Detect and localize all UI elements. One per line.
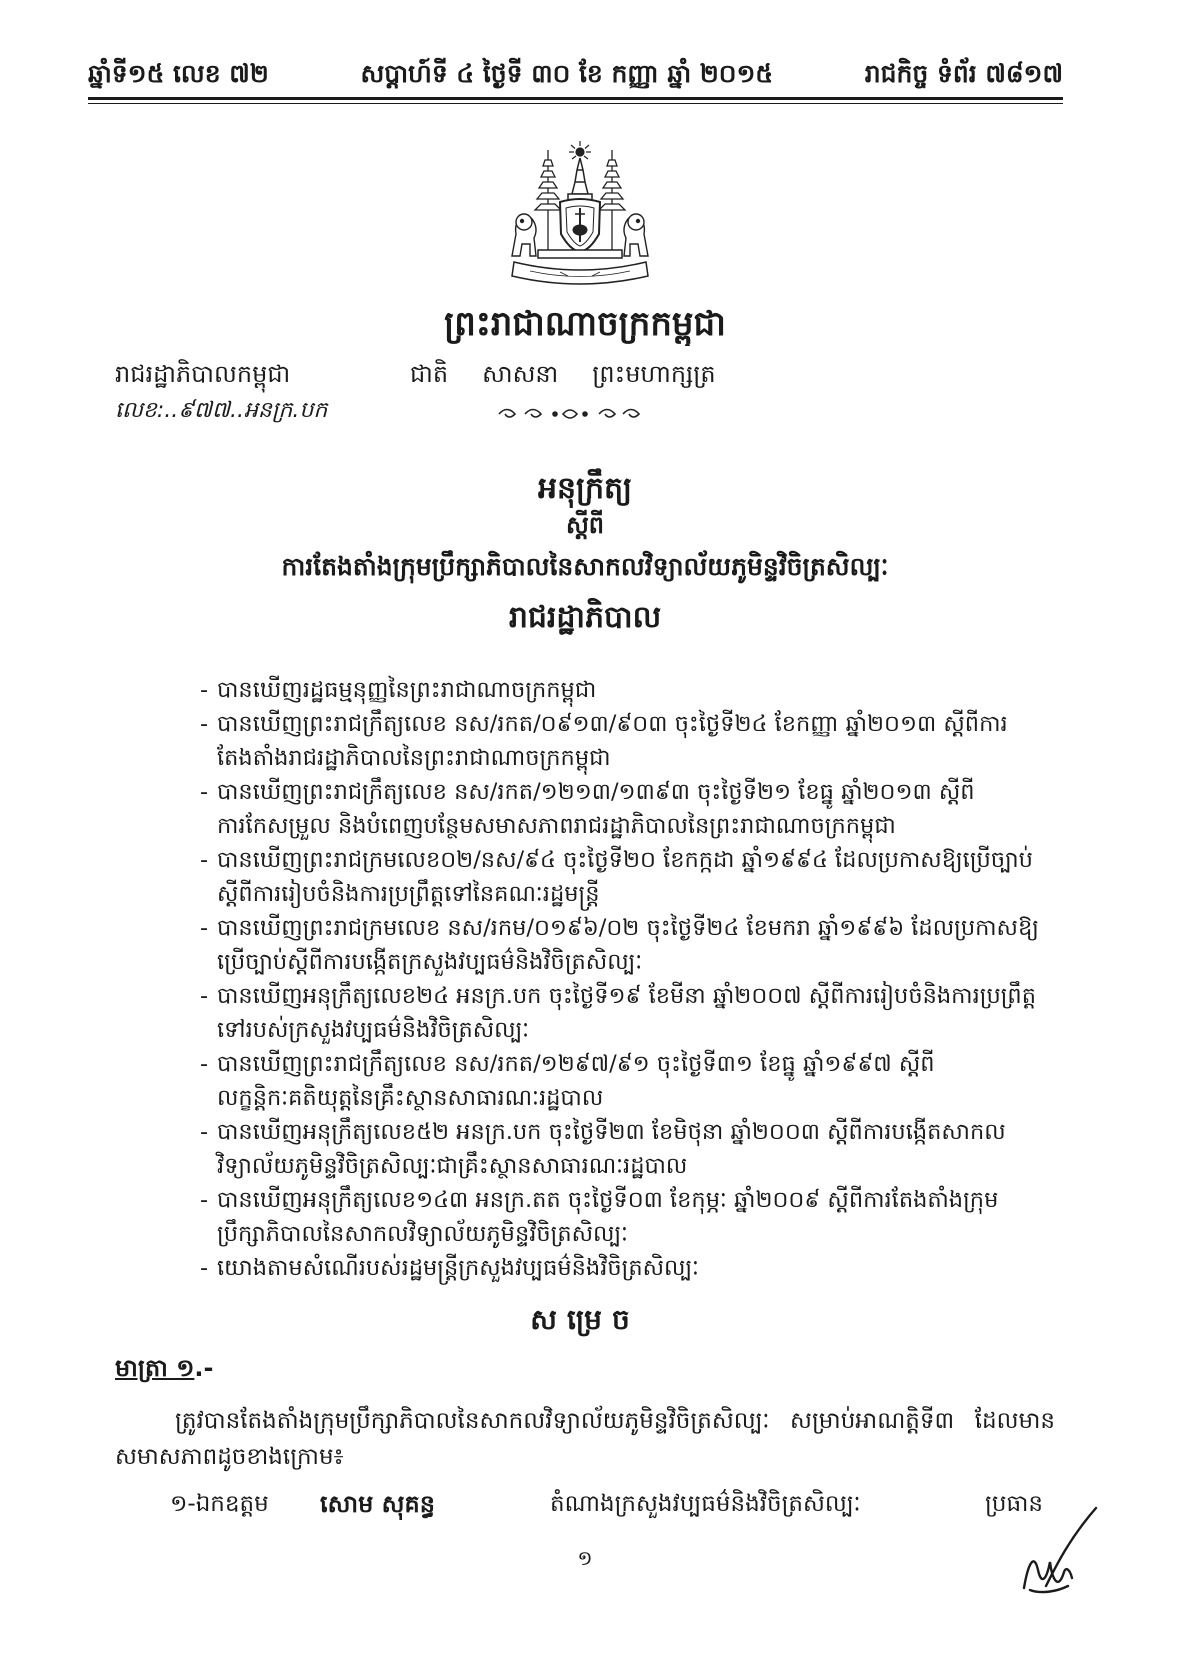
member-name: សោម សុគន្ធ [320, 1490, 435, 1518]
royal-coat-of-arms [490, 138, 670, 298]
seal-lion-left [512, 214, 536, 256]
consideration-item: - បានឃើញព្រះរាជក្រឹត្យលេខ នស/រកត/០៩១៣/៩០៣ ចុះថ្ងៃទី២៤ ខែកញ្ញា ឆ្នាំ២០១៣ ស្តីពីការតែងតាំងរាជរដ្ឋាភិបាលនៃព្រះរាជាណាចក្រកម្ពុជា [200, 707, 1055, 775]
gazette-page: រាជកិច្ច ទំព័រ ៧៨១៧ [864, 59, 1063, 88]
consideration-item: - បានឃើញព្រះរាជក្រឹត្យលេខ នស/រកត/១២៩៧/៩១ ចុះថ្ងៃទី៣១ ខែធ្នូ ឆ្នាំ១៩៩៧ ស្តីពីលក្ខន្តិកៈគតិយុត្តនៃគ្រឹះស្ថានសាធារណៈរដ្ឋបាល [200, 1047, 1055, 1115]
consideration-item: - យោងតាមសំណើរបស់រដ្ឋមន្ត្រីក្រសួងវប្បធម៌និងវិចិត្រសិល្បៈ [200, 1251, 1055, 1285]
issuing-authority: រាជរដ្ឋាភិបាលកម្ពុជា [115, 360, 291, 388]
consideration-item: - បានឃើញអនុក្រឹត្យលេខ២៤ អនក្រ.បក ចុះថ្ងៃទី១៩ ខែមីនា ឆ្នាំ២០០៧ ស្តីពីការរៀបចំនិងការប្រព្រឹត្តទៅរបស់ក្រសួងវប្បធម៌និងវិចិត្រសិល្បៈ [200, 979, 1055, 1047]
header-rule-thick [88, 97, 1063, 100]
header-rule-thin [88, 103, 1063, 104]
consideration-item: - បានឃើញព្រះរាជក្រមលេខ នស/រកម/០១៩៦/០២ ចុះថ្ងៃទី២៤ ខែមករា ឆ្នាំ១៩៩៦ ដែលប្រកាសឱ្យប្រើច្បាប់ស្តីពីការបង្កើតក្រសួងវប្បធម៌និងវិចិត្រសិល្បៈ [200, 911, 1055, 979]
gazette-date: សប្តាហ៍ទី ៤ ថ្ងៃទី ៣០ ខែ កញ្ញា ឆ្នាំ ២០១៥ [360, 59, 774, 88]
consideration-item: - បានឃើញអនុក្រឹត្យលេខ១៤៣ អនក្រ.តត ចុះថ្ងៃទី០៣ ខែកុម្ភៈ ឆ្នាំ២០០៩ ស្តីពីការតែងតាំងក្រុមប្រឹក្សាភិបាលនៃសាកលវិទ្យាល័យភូមិន្ទវិចិត្រសិល្បៈ [200, 1183, 1055, 1251]
article-suffix: .- [194, 1354, 214, 1382]
member-role: តំណាងក្រសួងវប្បធម៌និងវិចិត្រសិល្បៈ [550, 1491, 861, 1517]
document-type: អនុក្រឹត្យ [537, 471, 633, 506]
consideration-item: - បានឃើញព្រះរាជក្រឹត្យលេខ នស/រកត/១២១៣/១៣៩៣ ចុះថ្ងៃទី២១ ខែធ្នូ ឆ្នាំ២០១៣ ស្តីពីការកែសម្រួល និងបំពេញបន្ថែមសមាសភាពរាជរដ្ឋាភិបាលនៃព្រះរាជាណាចក្រកម្ពុជា [200, 775, 1055, 843]
seal-parasol-left [535, 150, 561, 250]
motto-king: ព្រះមហាក្សត្រ [592, 360, 716, 388]
article-number: មាត្រា ១ [115, 1354, 195, 1382]
national-motto [410, 356, 716, 392]
article-heading [115, 1351, 1055, 1385]
considerations-list [200, 673, 1055, 1285]
consideration-item: - បានឃើញព្រះរាជក្រមលេខ០២/នស/៩៤ ចុះថ្ងៃទី២០ ខែកក្កដា ឆ្នាំ១៩៩៤ ដែលប្រកាសឱ្យប្រើច្បាប់ស្តីពីការរៀបចំនិងការប្រព្រឹត្តទៅនៃគណៈរដ្ឋមន្ត្រី [200, 843, 1055, 911]
motto-nation: ជាតិ [410, 360, 449, 388]
gazette-issue: ឆ្នាំទី១៥ លេខ ៧២ [88, 59, 269, 88]
gazette-header [88, 56, 1063, 92]
consideration-item: - បានឃើញអនុក្រឹត្យលេខ៥២ អនក្រ.បក ចុះថ្ងៃទី២៣ ខែមិថុនា ឆ្នាំ២០០៣ ស្តីពីការបង្កើតសាកលវិទ្យាល័យភូមិន្ទវិចិត្រសិល្បៈជាគ្រឹះស្ថានសាធារណៈរដ្ឋបាល [200, 1115, 1055, 1183]
seal-pedestal [538, 250, 622, 258]
seal-crown [568, 158, 592, 200]
document-number: លេខ:..៩៧៧..អនក្រ.បក [115, 398, 328, 423]
document-body [115, 673, 1055, 1575]
kingdom-title: ព្រះរាជាណាចក្រកម្ពុជា [444, 304, 726, 344]
seal-sunburst [569, 141, 591, 159]
seal-parasol-right [599, 150, 625, 250]
article-text: ត្រូវបានតែងតាំងក្រុមប្រឹក្សាភិបាលនៃសាកលវិទ្យាល័យភូមិន្ទវិចិត្រសិល្បៈ សម្រាប់អាណត្តិទី៣ ដែលមានសមាសភាពដូចខាងក្រោម៖ [115, 1408, 1055, 1470]
page-number: ១ [577, 1546, 593, 1570]
member-row [115, 1487, 1055, 1521]
motto-religion: សាសនា [482, 360, 559, 388]
consideration-item: - បានឃើញរដ្ឋធម្មនុញ្ញនៃព្រះរាជាណាចក្រកម្ពុជា [200, 673, 1055, 707]
seal-lion-right [624, 214, 648, 256]
government-heading: រាជរដ្ឋាភិបាល [508, 600, 662, 635]
seal-shield [560, 199, 600, 252]
handwritten-initials [1010, 1500, 1100, 1600]
about-label: ស្តីពី [565, 511, 605, 539]
member-position: ប្រធាន [985, 1491, 1043, 1517]
document-subject: ការតែងតាំងក្រុមប្រឹក្សាភិបាលនៃសាកលវិទ្យាល័យភូមិន្ទវិចិត្រសិល្បៈ [281, 552, 889, 581]
seal-banner [512, 262, 648, 284]
member-index: ១-ឯកឧត្តម [170, 1491, 269, 1517]
ornament-divider [495, 403, 645, 425]
decision-heading: សម្រេច [530, 1303, 640, 1336]
